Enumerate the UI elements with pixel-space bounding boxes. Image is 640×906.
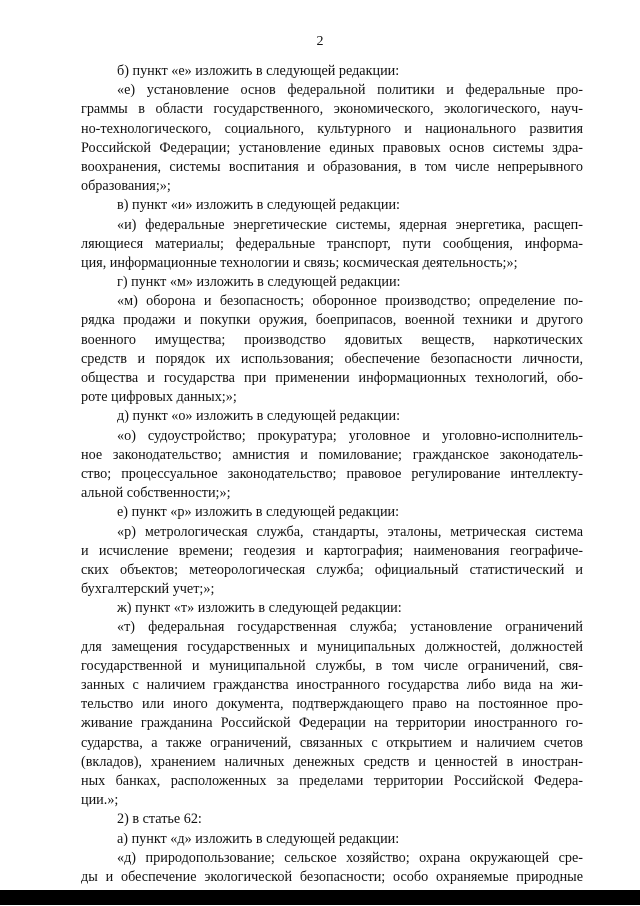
text-line: бухгалтерский учет;»;: [81, 581, 215, 598]
text-line: «и) федеральные энергетические системы, ядерная энергетика, расщеп-: [117, 216, 583, 233]
text-line: б) пункт «е» изложить в следующей редакции:: [117, 63, 400, 79]
text-line: «т) федеральная государственная служба; установление ограничений: [117, 619, 583, 636]
document-body: [81, 62, 583, 906]
page-number: 2: [316, 34, 324, 49]
text-line: для замещения государственных и муниципальных должностей, должностей: [81, 638, 583, 655]
text-line: «д) природопользование; сельское хозяйство; охрана окружающей сре-: [117, 849, 583, 866]
text-line: рядка продажи и покупки оружия, боеприпасов, военной техники и другого: [81, 312, 583, 329]
text-line: военного имущества; производство ядовитых веществ, наркотических: [81, 331, 583, 348]
text-line: 2) в статье 62:: [117, 811, 202, 828]
text-line: тельство или иного документа, подтверждающего право на постоянное про-: [81, 696, 583, 713]
text-line: ство; процессуальное законодательство; правовое регулирование интеллекту-: [81, 465, 583, 482]
text-line: ное законодательство; амнистия и помилование; гражданское законодатель-: [81, 446, 583, 463]
text-line: средств и порядок их использования; обеспечение безопасности личности,: [81, 350, 583, 367]
text-line: но-технологического, социального, культурного и национального развития: [81, 120, 583, 137]
text-line: живание гражданина Российской Федерации на территории иностранного го-: [81, 715, 583, 732]
text-line: граммы в области государственного, экономического, экологического, науч-: [81, 101, 583, 118]
text-line: в) пункт «и» изложить в следующей редакции:: [117, 197, 400, 214]
text-line: ды и обеспечение экологической безопасности; особо охраняемые природные: [81, 868, 583, 885]
text-line: общества и государства при применении информационных технологий, обо-: [81, 370, 583, 386]
text-line: «р) метрологическая служба, стандарты, эталоны, метрическая система: [117, 523, 583, 540]
text-line: ция, информационные технологии и связь; космическая деятельность;»;: [81, 254, 518, 271]
text-line: «е) установление основ федеральной политики и федеральные про-: [117, 82, 583, 99]
text-line: г) пункт «м» изложить в следующей редакции:: [117, 274, 401, 291]
text-line: сударства, а также ограничений, связанных с открытием и наличием счетов: [81, 734, 583, 751]
text-line: ских объектов; метеорологическая служба; официальный статистический и: [81, 561, 583, 578]
text-line: «м) оборона и безопасность; оборонное производство; определение по-: [117, 293, 583, 310]
text-line: образования;»;: [81, 178, 171, 195]
text-line: государственной и муниципальной службы, в том числе ограничений, свя-: [81, 657, 583, 674]
text-line: ных банках, расположенных за пределами территории Российской Федера-: [81, 772, 583, 789]
text-line: роте цифровых данных;»;: [81, 389, 237, 406]
text-line: альной собственности;»;: [81, 485, 231, 502]
text-line: ж) пункт «т» изложить в следующей редакции:: [117, 600, 402, 617]
text-line: воохранения, системы воспитания и образования, в том числе непрерывного: [81, 158, 583, 175]
text-line: и исчисление времени; геодезия и картография; наименования географиче-: [81, 542, 583, 559]
text-line: Российской Федерации; установление единых правовых основ системы здра-: [81, 139, 583, 156]
text-line: а) пункт «д» изложить в следующей редакции:: [117, 830, 400, 847]
text-line: ции.»;: [81, 792, 119, 809]
text-line: (вкладов), хранением наличных денежных средств и ценностей в иностран-: [81, 753, 583, 770]
scan-bottom-edge: [0, 890, 640, 905]
text-line: ляющиеся материалы; федеральные транспорт, пути сообщения, информа-: [81, 235, 583, 252]
text-line: «о) судоустройство; прокуратура; уголовное и уголовно-исполнитель-: [117, 427, 583, 444]
text-line: д) пункт «о» изложить в следующей редакции:: [117, 408, 401, 425]
text-line: е) пункт «р» изложить в следующей редакции:: [117, 504, 400, 521]
text-line: занных с наличием гражданства иностранного государства либо вида на жи-: [81, 677, 583, 693]
